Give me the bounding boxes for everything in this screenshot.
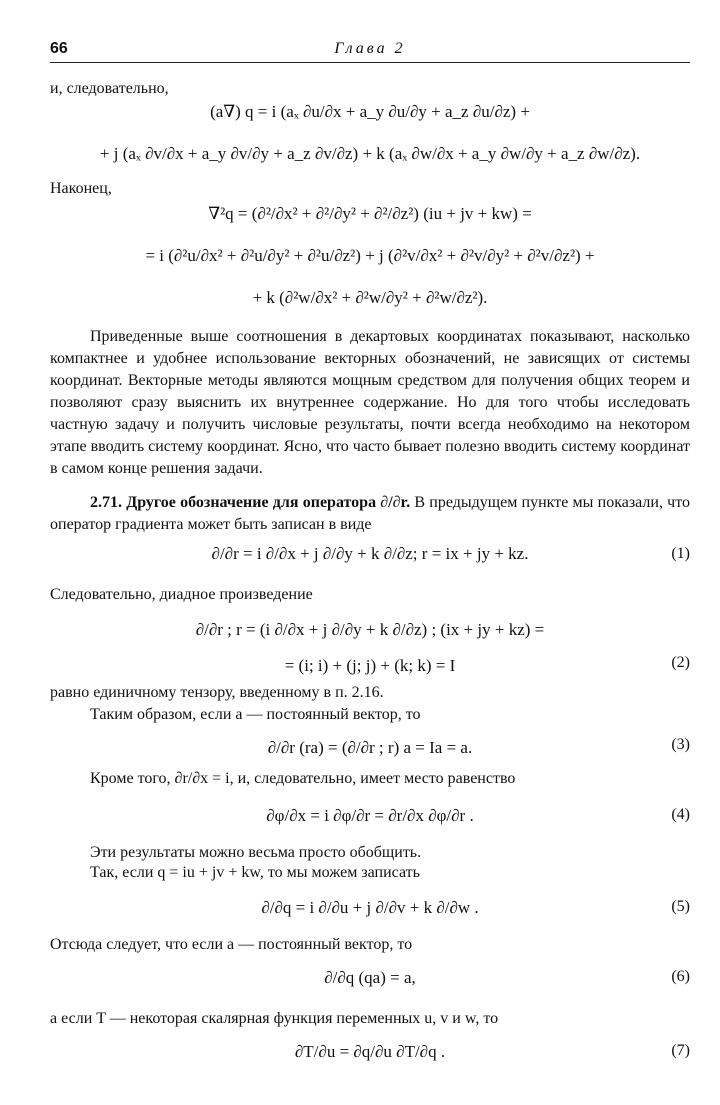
page-header bbox=[50, 40, 690, 66]
consequently-text: Следовательно, диадное произведение bbox=[50, 586, 313, 603]
equation-a-line1: (a∇) q = i (aₓ ∂u/∂x + a_y ∂u/∂y + a_z ∂u/∂z) + bbox=[210, 102, 530, 121]
unit-tensor-text: равно единичному тензору, введенному в п. 2.16. bbox=[50, 684, 384, 701]
equation-6: ∂/∂q (qa) = a, bbox=[324, 968, 416, 987]
generalize-text: Эти результаты можно весьма просто обобщить. bbox=[90, 844, 422, 861]
equation-3: ∂/∂r (ra) = (∂/∂r ; r) a = Ia = a. bbox=[267, 738, 473, 757]
equation-number-4: (4) bbox=[671, 806, 690, 823]
intro-text: и, следовательно, bbox=[50, 80, 169, 97]
hence-text: Отсюда следует, что если a — постоянный вектор, то bbox=[50, 936, 413, 953]
equation-number-7: (7) bbox=[671, 1042, 690, 1059]
equation-b-line2: = i (∂²u/∂x² + ∂²u/∂y² + ∂²u/∂z²) + j (∂²v/∂x² + ∂²v/∂y² + ∂²v/∂z²) + bbox=[145, 246, 595, 265]
equation-b-line1: ∇²q = (∂²/∂x² + ∂²/∂y² + ∂²/∂z²) (iu + jv + kw) = bbox=[208, 204, 532, 223]
so-if-text: Так, если q = iu + jv + kw, то мы можем записать bbox=[90, 864, 420, 881]
section-heading: 2.71. Другое обозначение для оператора ∂/∂r. bbox=[90, 494, 411, 511]
paragraph-coordinates: Приведенные выше соотношения в декартовых координатах показывают, насколько компактнее и удобнее использование векторных обозначений, не зависящих от системы координат. Векторные методы являются мощным средством для получения общих теорем и позволяют сразу выяснить их внутреннее содержание. Но для того чтобы исследовать частную задачу и получить числовые результаты, почти всегда необходимо на некотором этапе вводить систему координат. Ясно, что часто бывает полезно вводить систему координат в самом конце решения задачи. bbox=[50, 328, 690, 477]
equation-4: ∂φ/∂x = i ∂φ/∂r = ∂r/∂x ∂φ/∂r . bbox=[266, 806, 474, 825]
finally-text: Наконец, bbox=[50, 180, 112, 197]
section-intro: В предыдущем пункте мы показали, что оператор градиента может быть записан в виде bbox=[50, 494, 690, 533]
section-2-71 bbox=[50, 492, 690, 536]
equation-number-6: (6) bbox=[671, 968, 690, 985]
header-rule bbox=[50, 62, 690, 63]
equation-number-5: (5) bbox=[671, 898, 690, 915]
besides-text: Кроме того, ∂r/∂x = i, и, следовательно, имеет место равенство bbox=[90, 770, 516, 787]
equation-5: ∂/∂q = i ∂/∂u + j ∂/∂v + k ∂/∂w . bbox=[261, 898, 479, 917]
equation-a-line2: + j (aₓ ∂v/∂x + a_y ∂v/∂y + a_z ∂v/∂z) + k (aₓ ∂w/∂x + a_y ∂w/∂y + a_z ∂w/∂z). bbox=[99, 144, 641, 163]
and-if-text: а если T — некоторая скалярная функция переменных u, v и w, то bbox=[50, 1010, 499, 1027]
equation-number-2: (2) bbox=[671, 654, 690, 671]
equation-number-3: (3) bbox=[671, 736, 690, 753]
equation-2-line2: = (i; i) + (j; j) + (k; k) = I bbox=[284, 656, 456, 675]
page-number: 66 bbox=[50, 40, 68, 57]
equation-7: ∂T/∂u = ∂q/∂u ∂T/∂q . bbox=[294, 1042, 446, 1061]
thus-text: Таким образом, если a — постоянный вектор, то bbox=[90, 706, 421, 723]
equation-b-line3: + k (∂²w/∂x² + ∂²w/∂y² + ∂²w/∂z²). bbox=[252, 288, 488, 307]
running-head: Глава 2 bbox=[334, 40, 406, 57]
equation-2-line1: ∂/∂r ; r = (i ∂/∂x + j ∂/∂y + k ∂/∂z) ; (ix + jy + kz) = bbox=[195, 620, 545, 639]
equation-number-1: (1) bbox=[671, 545, 690, 562]
equation-1: ∂/∂r = i ∂/∂x + j ∂/∂y + k ∂/∂z; r = ix + jy + kz. bbox=[211, 544, 529, 563]
